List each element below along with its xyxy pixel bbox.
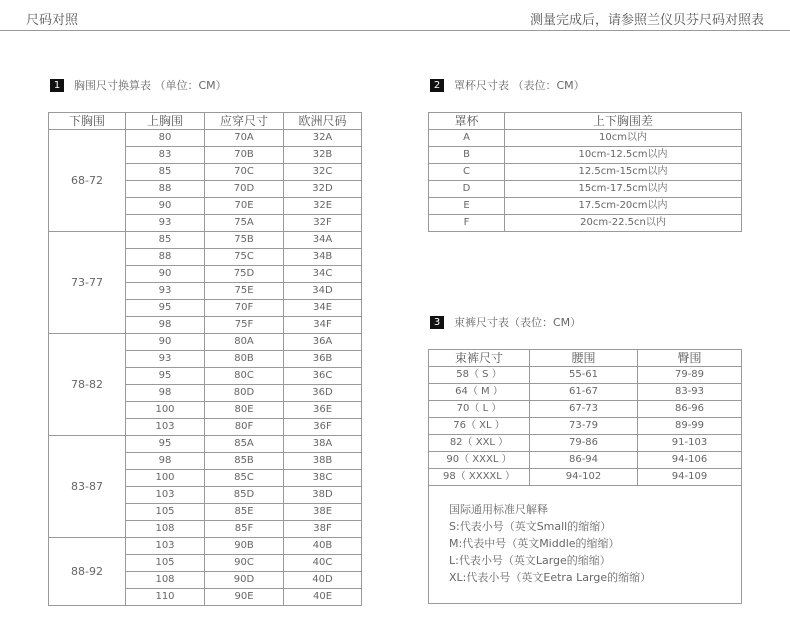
eu-size-cell: 40E (284, 589, 362, 606)
overbust-cell: 103 (126, 419, 205, 436)
table-row (429, 367, 742, 384)
overbust-cell: 108 (126, 521, 205, 538)
eu-size-cell: 36C (284, 368, 362, 385)
hip-cell: 89-99 (638, 418, 742, 435)
overbust-cell: 95 (126, 368, 205, 385)
eu-size-cell: 34D (284, 283, 362, 300)
table-row (429, 198, 742, 215)
size-cell: 85F (205, 521, 284, 538)
brief-size-table (428, 349, 742, 486)
cup-cell: F (429, 215, 505, 232)
underbust-range-cell: 73-77 (49, 232, 126, 334)
eu-size-cell: 40B (284, 538, 362, 555)
size-cell: 80C (205, 368, 284, 385)
overbust-cell: 105 (126, 504, 205, 521)
cup-cell: B (429, 147, 505, 164)
table-row (429, 469, 742, 486)
overbust-cell: 108 (126, 572, 205, 589)
size-cell: 75D (205, 266, 284, 283)
underbust-range-cell: 78-82 (49, 334, 126, 436)
header-divider (0, 30, 790, 31)
size-cell: 75A (205, 215, 284, 232)
hip-cell: 86-96 (638, 401, 742, 418)
overbust-cell: 98 (126, 453, 205, 470)
table-header-row (49, 113, 362, 130)
overbust-cell: 90 (126, 334, 205, 351)
eu-size-cell: 38B (284, 453, 362, 470)
size-cell: 80E (205, 402, 284, 419)
column-header: 上胸围 (126, 113, 205, 130)
bust-size-table (48, 112, 362, 606)
notes-heading: 国际通用标准尺解释 (449, 503, 548, 516)
overbust-cell: 90 (126, 198, 205, 215)
size-cell: 90B (205, 538, 284, 555)
size-cell: 70F (205, 300, 284, 317)
waist-cell: 61-67 (530, 384, 638, 401)
overbust-cell: 93 (126, 283, 205, 300)
waist-cell: 79-86 (530, 435, 638, 452)
table-row (49, 436, 362, 453)
size-cell: 85C (205, 470, 284, 487)
overbust-cell: 103 (126, 487, 205, 504)
overbust-cell: 80 (126, 130, 205, 147)
eu-size-cell: 36F (284, 419, 362, 436)
column-header: 罩杯 (429, 113, 505, 130)
size-cell: 75F (205, 317, 284, 334)
eu-size-cell: 40D (284, 572, 362, 589)
size-notes-box (428, 485, 742, 604)
brief-size-cell: 90（ XXXL ） (429, 452, 530, 469)
size-notes (429, 485, 741, 586)
table-row (429, 164, 742, 181)
table-row (429, 384, 742, 401)
eu-size-cell: 36D (284, 385, 362, 402)
size-cell: 80D (205, 385, 284, 402)
section2-number: 2 (430, 79, 444, 92)
brief-size-cell: 98（ XXXXL ） (429, 469, 530, 486)
table-row (49, 232, 362, 249)
section3-heading (430, 314, 581, 330)
overbust-cell: 83 (126, 147, 205, 164)
waist-cell: 67-73 (530, 401, 638, 418)
brief-size-cell: 64（ M ） (429, 384, 530, 401)
table-row (429, 401, 742, 418)
brief-size-cell: 58（ S ） (429, 367, 530, 384)
page-subtitle: 测量完成后，请参照兰仪贝芬尺码对照表 (529, 13, 764, 28)
table-row (429, 130, 742, 147)
section2-heading (430, 77, 585, 93)
table-row (429, 435, 742, 452)
column-header: 腰围 (530, 350, 638, 367)
size-cell: 85B (205, 453, 284, 470)
overbust-cell: 98 (126, 385, 205, 402)
size-cell: 80A (205, 334, 284, 351)
column-header: 欧洲尺码 (284, 113, 362, 130)
section2-title: 罩杯尺寸表 （表位：CM） (454, 79, 585, 92)
size-cell: 70B (205, 147, 284, 164)
eu-size-cell: 32F (284, 215, 362, 232)
bust-table-body (49, 130, 362, 606)
note-line: M:代表中号（英文Middle的缩缩） (449, 537, 620, 550)
section1-number: 1 (50, 79, 64, 92)
overbust-cell: 103 (126, 538, 205, 555)
size-cell: 90E (205, 589, 284, 606)
underbust-range-cell: 68-72 (49, 130, 126, 232)
bust-difference-cell: 10cm以内 (505, 130, 742, 147)
size-cell: 90D (205, 572, 284, 589)
column-header: 臀围 (638, 350, 742, 367)
eu-size-cell: 34A (284, 232, 362, 249)
note-line: XL:代表小号（英文Eetra Large的缩缩） (449, 571, 652, 584)
column-header: 应穿尺寸 (205, 113, 284, 130)
hip-cell: 94-106 (638, 452, 742, 469)
eu-size-cell: 32E (284, 198, 362, 215)
waist-cell: 94-102 (530, 469, 638, 486)
note-line: L:代表小号（英文Large的缩缩） (449, 554, 611, 567)
table-row (49, 334, 362, 351)
table-header-row (429, 113, 742, 130)
eu-size-cell: 36E (284, 402, 362, 419)
cup-cell: C (429, 164, 505, 181)
column-header: 上下胸围差 (505, 113, 742, 130)
hip-cell: 79-89 (638, 367, 742, 384)
size-cell: 80B (205, 351, 284, 368)
eu-size-cell: 34E (284, 300, 362, 317)
cup-table-body (429, 130, 742, 232)
overbust-cell: 85 (126, 232, 205, 249)
eu-size-cell: 32A (284, 130, 362, 147)
brief-size-cell: 82（ XXL ） (429, 435, 530, 452)
table-row (49, 538, 362, 555)
size-cell: 70C (205, 164, 284, 181)
eu-size-cell: 36B (284, 351, 362, 368)
bust-difference-cell: 20cm-22.5cn以内 (505, 215, 742, 232)
note-line: S:代表小号（英文Small的缩缩） (449, 520, 612, 533)
section1-title: 胸围尺寸换算表 （单位：CM） (74, 79, 227, 92)
column-header: 束裤尺寸 (429, 350, 530, 367)
eu-size-cell: 40C (284, 555, 362, 572)
table-row (429, 147, 742, 164)
size-cell: 75B (205, 232, 284, 249)
hip-cell: 91-103 (638, 435, 742, 452)
hip-cell: 94-109 (638, 469, 742, 486)
overbust-cell: 93 (126, 351, 205, 368)
column-header: 下胸围 (49, 113, 126, 130)
size-cell: 70A (205, 130, 284, 147)
table-row (429, 418, 742, 435)
size-cell: 75C (205, 249, 284, 266)
eu-size-cell: 38E (284, 504, 362, 521)
eu-size-cell: 32D (284, 181, 362, 198)
overbust-cell: 100 (126, 402, 205, 419)
underbust-range-cell: 88-92 (49, 538, 126, 606)
bust-difference-cell: 15cm-17.5cm以内 (505, 181, 742, 198)
eu-size-cell: 32C (284, 164, 362, 181)
underbust-range-cell: 83-87 (49, 436, 126, 538)
table-row (429, 215, 742, 232)
brief-table-body (429, 367, 742, 486)
overbust-cell: 110 (126, 589, 205, 606)
eu-size-cell: 38C (284, 470, 362, 487)
eu-size-cell: 38D (284, 487, 362, 504)
brief-size-cell: 70（ L ） (429, 401, 530, 418)
overbust-cell: 95 (126, 436, 205, 453)
waist-cell: 73-79 (530, 418, 638, 435)
section3-number: 3 (430, 316, 444, 329)
overbust-cell: 90 (126, 266, 205, 283)
size-cell: 70D (205, 181, 284, 198)
cup-cell: D (429, 181, 505, 198)
size-cell: 75E (205, 283, 284, 300)
bust-difference-cell: 10cm-12.5cm以内 (505, 147, 742, 164)
overbust-cell: 88 (126, 249, 205, 266)
eu-size-cell: 38F (284, 521, 362, 538)
cup-cell: A (429, 130, 505, 147)
brief-size-cell: 76（ XL ） (429, 418, 530, 435)
section3-title: 束裤尺寸表（表位：CM） (454, 316, 582, 329)
section1-heading (50, 77, 227, 93)
table-row (429, 181, 742, 198)
overbust-cell: 93 (126, 215, 205, 232)
overbust-cell: 85 (126, 164, 205, 181)
cup-cell: E (429, 198, 505, 215)
size-cell: 70E (205, 198, 284, 215)
table-row (429, 452, 742, 469)
size-cell: 90C (205, 555, 284, 572)
hip-cell: 83-93 (638, 384, 742, 401)
page-title: 尺码对照 (26, 13, 79, 28)
overbust-cell: 95 (126, 300, 205, 317)
size-cell: 85A (205, 436, 284, 453)
bust-difference-cell: 17.5cm-20cm以内 (505, 198, 742, 215)
eu-size-cell: 34C (284, 266, 362, 283)
table-header-row (429, 350, 742, 367)
cup-size-table (428, 112, 742, 232)
overbust-cell: 88 (126, 181, 205, 198)
eu-size-cell: 34F (284, 317, 362, 334)
waist-cell: 86-94 (530, 452, 638, 469)
eu-size-cell: 32B (284, 147, 362, 164)
size-cell: 85E (205, 504, 284, 521)
overbust-cell: 98 (126, 317, 205, 334)
size-cell: 85D (205, 487, 284, 504)
bust-difference-cell: 12.5cm-15cm以内 (505, 164, 742, 181)
eu-size-cell: 34B (284, 249, 362, 266)
eu-size-cell: 38A (284, 436, 362, 453)
overbust-cell: 100 (126, 470, 205, 487)
overbust-cell: 105 (126, 555, 205, 572)
waist-cell: 55-61 (530, 367, 638, 384)
table-row (49, 130, 362, 147)
eu-size-cell: 36A (284, 334, 362, 351)
size-cell: 80F (205, 419, 284, 436)
